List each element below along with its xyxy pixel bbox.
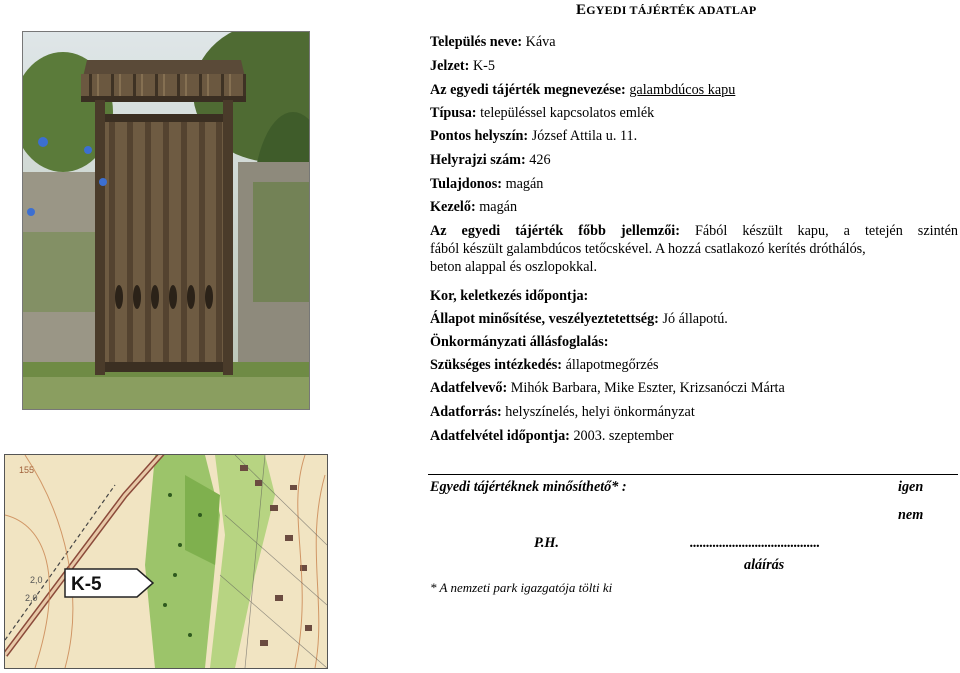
field-age: Kor, keletkezés időpontja:	[430, 288, 589, 304]
field-owner: Tulajdonos: magán	[430, 176, 544, 192]
field-date: Adatfelvétel időpontja: 2003. szeptember	[430, 428, 674, 444]
signature-label: aláírás	[744, 557, 785, 573]
field-settlement: Település neve: Káva	[430, 34, 556, 50]
separator-rule	[428, 474, 958, 475]
field-description: Az egyedi tájérték főbb jellemzői: Fából készült kapu, a tetején szintén fából készült galambdúcos tetőcskével. A hozzá csatlakozó kerítés dróthálós, beton alappal és oszlopokkal.	[430, 223, 958, 275]
stamp-label: P.H.	[534, 535, 559, 551]
field-recorder: Adatfelvevő: Mihók Barbara, Mike Eszter, Krizsanóczi Márta	[430, 380, 785, 396]
field-action: Szükséges intézkedés: állapotmegőrzés	[430, 357, 659, 373]
location-map	[4, 454, 328, 669]
signature-line: ........................................	[690, 535, 820, 551]
footnote: * A nemzeti park igazgatója tölti ki	[430, 580, 613, 595]
option-no[interactable]: nem	[898, 507, 924, 523]
field-location: Pontos helyszín: József Attila u. 11.	[430, 128, 638, 144]
qualification-question: Egyedi tájértéknek minősíthető* :	[430, 479, 627, 495]
field-condition: Állapot minősítése, veszélyeztetettség: Jó állapotú.	[430, 311, 728, 327]
map-contour-label-2: 2,0	[30, 575, 43, 585]
field-parcel: Helyrajzi szám: 426	[430, 152, 551, 168]
map-contour-label-1: 155	[19, 465, 35, 475]
field-code: Jelzet: K-5	[430, 58, 496, 74]
map-contour-label-3: 2,0	[25, 593, 38, 603]
field-type: Típusa: településsel kapcsolatos emlék	[430, 105, 655, 121]
map-marker-label: K-5	[71, 574, 102, 595]
field-council: Önkormányzati állásfoglalás:	[430, 334, 609, 350]
gate-photo	[22, 31, 310, 410]
field-name: Az egyedi tájérték megnevezése: galambdúcos kapu	[430, 82, 736, 98]
field-source: Adatforrás: helyszínelés, helyi önkormányzat	[430, 404, 695, 420]
page-title: EGYEDI TÁJÉRTÉK ADATLAP	[576, 2, 757, 18]
field-manager: Kezelő: magán	[430, 199, 518, 215]
option-yes[interactable]: igen	[898, 479, 924, 495]
